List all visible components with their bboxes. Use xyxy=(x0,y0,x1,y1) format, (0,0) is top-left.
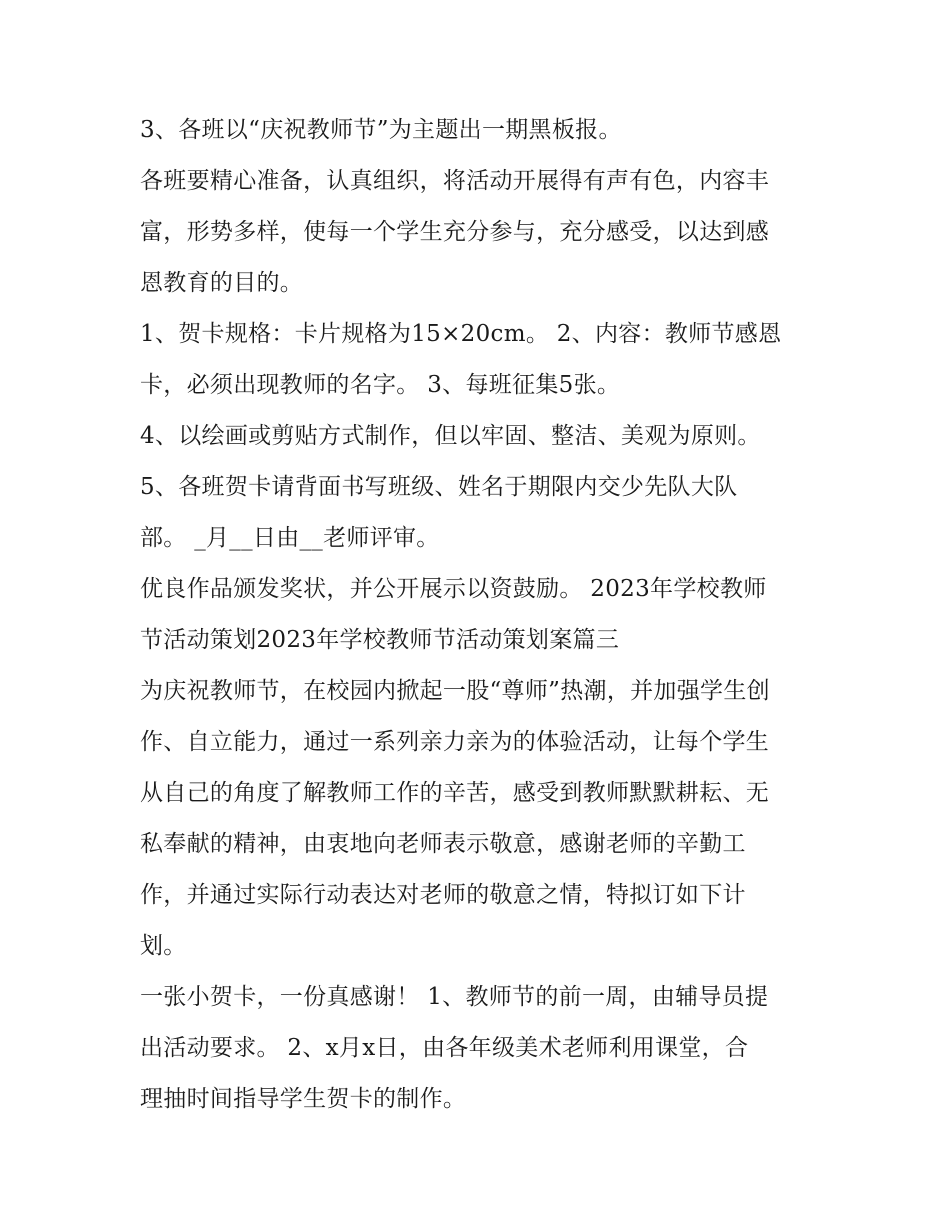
text-line: 划。 xyxy=(140,933,187,959)
text-line: 部。 _月__日由__老师评审。 xyxy=(140,525,440,551)
text-line: 作、自立能力，通过一系列亲力亲为的体验活动，让每个学生 xyxy=(140,729,770,755)
text-line: 私奉献的精神，由衷地向老师表示敬意，感谢老师的辛勤工 xyxy=(140,831,746,857)
text-line: 一张小贺卡，一份真感谢！ 1、教师节的前一周，由辅导员提 xyxy=(140,984,769,1010)
text-line: 优良作品颁发奖状，并公开展示以资鼓励。 2023年学校教师 xyxy=(140,576,767,602)
text-line: 卡，必须出现教师的名字。 3、每班征集5张。 xyxy=(140,372,621,398)
text-line: 理抽时间指导学生贺卡的制作。 xyxy=(140,1086,467,1112)
text-line: 1、贺卡规格：卡片规格为15×20cm。 2、内容：教师节感恩 xyxy=(140,321,782,347)
text-line: 作，并通过实际行动表达对老师的敬意之情，特拟订如下计 xyxy=(140,882,746,908)
text-line: 3、各班以“庆祝教师节”为主题出一期黑板报。 xyxy=(140,117,622,143)
text-line: 5、各班贺卡请背面书写班级、姓名于期限内交少先队大队 xyxy=(140,474,738,500)
text-line: 恩教育的目的。 xyxy=(140,270,304,296)
text-line: 为庆祝教师节，在校园内掀起一股“尊师”热潮，并加强学生创 xyxy=(140,678,770,704)
text-line: 出活动要求。 2、x月x日，由各年级美术老师利用课堂，合 xyxy=(140,1035,749,1061)
text-line: 节活动策划2023年学校教师节活动策划案篇三 xyxy=(140,627,620,653)
document-body xyxy=(140,105,820,1125)
text-line: 从自己的角度了解教师工作的辛苦，感受到教师默默耕耘、无 xyxy=(140,780,770,806)
text-line: 各班要精心准备，认真组织，将活动开展得有声有色，内容丰 xyxy=(140,168,770,194)
text-line: 富，形势多样，使每一个学生充分参与，充分感受，以达到感 xyxy=(140,219,770,245)
text-line: 4、以绘画或剪贴方式制作，但以牢固、整洁、美观为原则。 xyxy=(140,423,761,449)
